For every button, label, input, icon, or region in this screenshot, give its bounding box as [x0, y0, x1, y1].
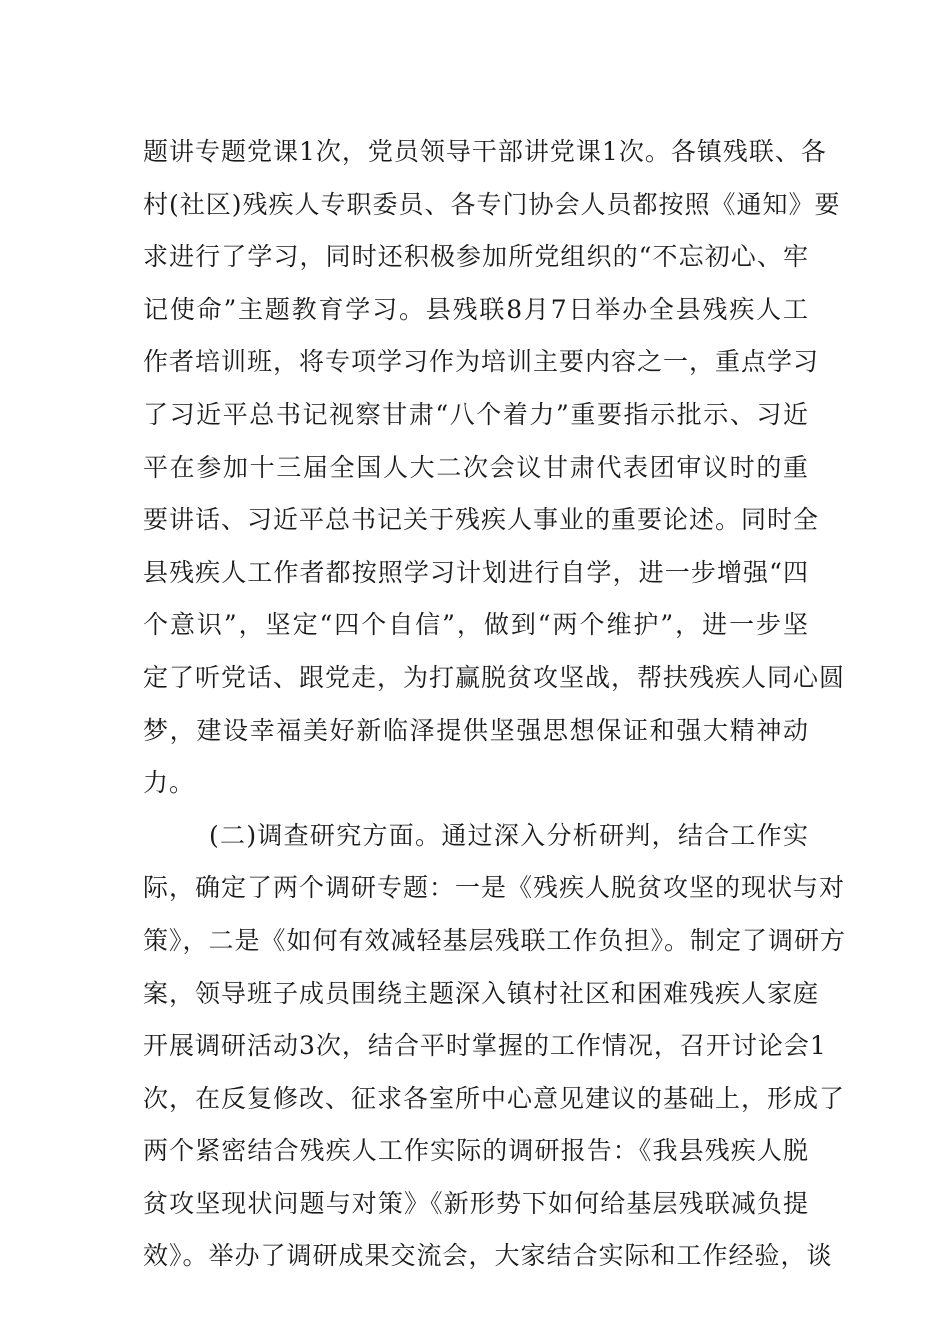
text-line-22: 效》。举办了调研成果交流会，大家结合实际和工作经验，谈: [143, 1241, 833, 1271]
text-line-9: 县残疾人工作者都按照学习计划进行自学，进一步增强“四: [143, 557, 809, 587]
text-line-21: 贫攻坚现状问题与对策》《新形势下如何给基层残联减负提: [143, 1188, 809, 1218]
text-line-19: 次，在反复修改、征求各室所中心意见建议的基础上，形成了: [143, 1083, 846, 1113]
text-line-16: 策》，二是《如何有效减轻基层残联工作负担》。制定了调研方: [143, 925, 847, 955]
text-line-17: 案，领导班子成员围绕主题深入镇村社区和困难残疾人家庭: [143, 978, 820, 1008]
text-line-13: 力。: [143, 768, 196, 798]
text-line-20: 两个紧密结合残疾人工作实际的调研报告：《我县残疾人脱: [143, 1136, 809, 1166]
text-line-14: (二)调查研究方面。通过深入分析研判，结合工作实: [209, 820, 809, 850]
text-line-3: 求进行了学习，同时还积极参加所党组织的“不忘初心、牢: [143, 242, 809, 272]
text-line-10: 个意识”，坚定“四个自信”，做到“两个维护”，进一步坚: [143, 610, 809, 640]
text-line-2: 村(社区)残疾人专职委员、各专门协会人员都按照《通知》要: [143, 189, 841, 219]
text-line-11: 定了听党话、跟党走，为打赢脱贫攻坚战，帮扶残疾人同心圆: [143, 662, 846, 692]
text-line-8: 要讲话、习近平总书记关于残疾人事业的重要论述。同时全: [143, 505, 820, 535]
body-text: [143, 126, 847, 1283]
text-line-15: 际，确定了两个调研专题：一是《残疾人脱贫攻坚的现状与对: [143, 873, 846, 903]
text-line-4: 记使命”主题教育学习。县残联8月7日举办全县残疾人工: [143, 294, 809, 324]
text-line-7: 平在参加十三届全国人大二次会议甘肃代表团审议时的重: [143, 452, 809, 482]
text-line-1: 题讲专题党课1次，党员领导干部讲党课1次。各镇残联、各: [143, 137, 827, 166]
text-line-12: 梦，建设幸福美好新临泽提供坚强思想保证和强大精神动: [143, 715, 809, 745]
text-line-5: 作者培训班，将专项学习作为培训主要内容之一，重点学习: [143, 347, 820, 377]
text-line-18: 开展调研活动3次，结合平时掌握的工作情况，召开讨论会1: [143, 1031, 827, 1061]
text-line-6: 了习近平总书记视察甘肃“八个着力”重要指示批示、习近: [143, 399, 809, 429]
